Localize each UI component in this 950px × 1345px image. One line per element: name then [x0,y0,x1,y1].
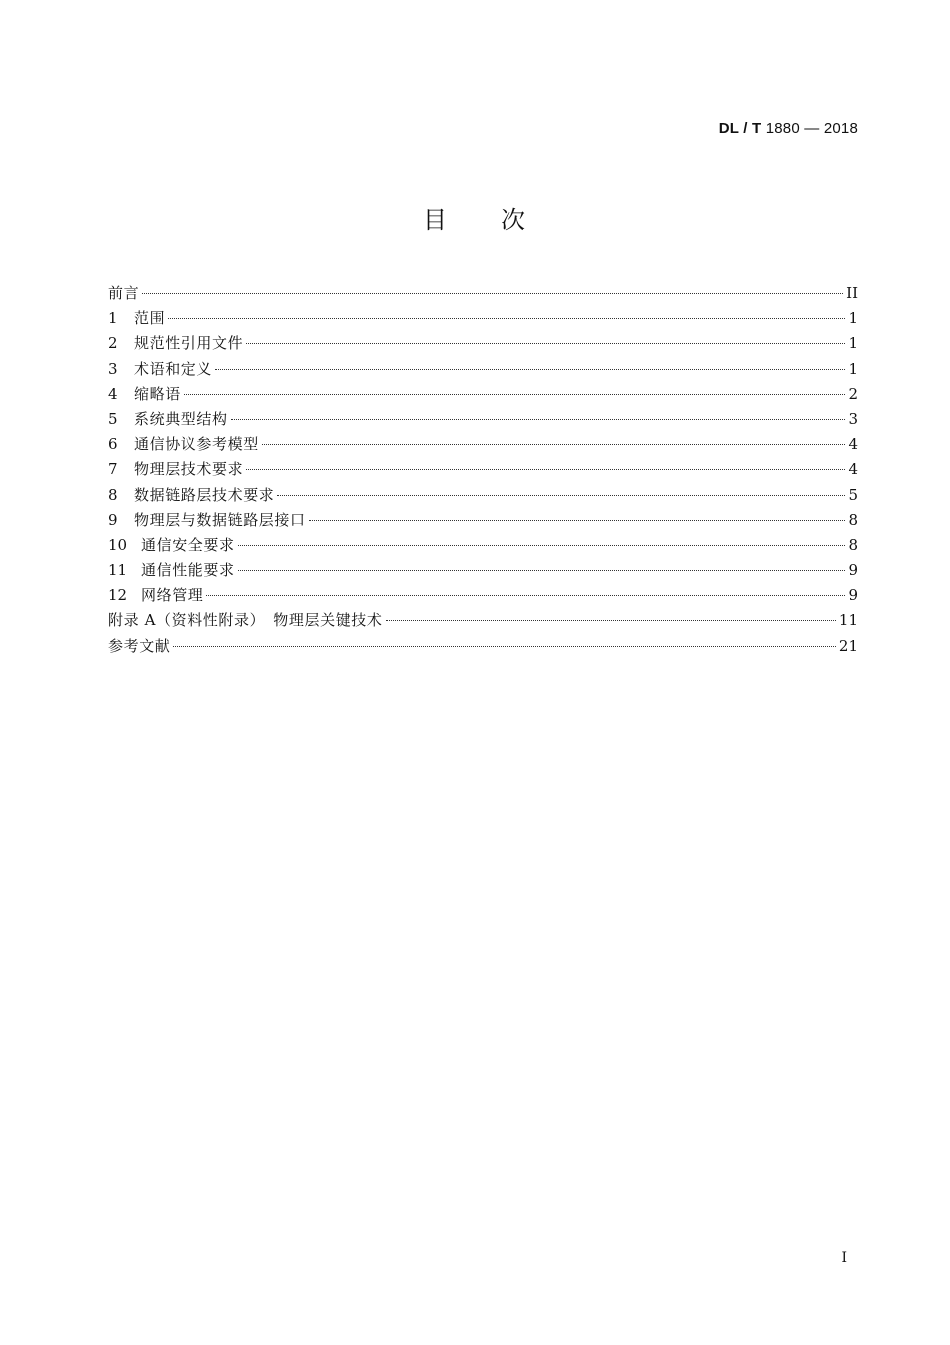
toc-leader-dots [231,419,846,420]
toc-leader-dots [168,318,845,319]
toc-page-number: 4 [848,435,858,454]
toc-entry-label: 通信性能要求 [141,561,235,580]
toc-entry-label: 通信协议参考模型 [134,435,259,454]
toc-page-number: 8 [848,535,858,554]
table-of-contents [108,281,858,659]
toc-leader-dots [173,646,836,647]
toc-entry-foreword[interactable] [108,281,858,306]
toc-leader-dots [277,495,845,496]
toc-section-number: 3 [108,359,118,378]
toc-section-number: 12 [108,586,128,605]
toc-leader-dots [262,444,846,445]
toc-entry-5[interactable] [108,407,858,432]
toc-entry-label: 物理层与数据链路层接口 [134,510,306,529]
toc-page-number: 1 [848,359,858,378]
toc-page-number: 11 [838,611,858,630]
toc-leader-dots [238,570,846,571]
toc-entry-1[interactable] [108,306,858,331]
toc-entry-3[interactable] [108,357,858,382]
toc-section-number: 2 [108,334,118,353]
toc-section-number: 11 [108,561,128,580]
toc-section-number: 8 [108,485,118,504]
document-code-number: 1880 — 2018 [765,120,858,137]
toc-entry-4[interactable] [108,382,858,407]
toc-entry-label: 参考文献 [108,636,171,655]
toc-leader-dots [386,620,836,621]
toc-section-number: 10 [108,535,128,554]
toc-leader-dots [184,394,846,395]
toc-section-number: 1 [108,309,118,328]
toc-entry-label: 网络管理 [141,586,204,605]
toc-entry-appendix-a[interactable] [108,608,858,633]
toc-entry-10[interactable] [108,533,858,558]
toc-entry-6[interactable] [108,432,858,457]
toc-entry-9[interactable] [108,508,858,533]
toc-leader-dots [246,343,845,344]
toc-leader-dots [238,545,846,546]
toc-leader-dots [206,595,845,596]
toc-section-number: 6 [108,435,118,454]
toc-page-number: 4 [848,460,858,479]
toc-leader-dots [309,520,846,521]
toc-leader-dots [142,293,843,294]
toc-entry-label: 通信安全要求 [141,535,235,554]
toc-leader-dots [246,469,845,470]
toc-page-number: 9 [848,586,858,605]
toc-page-number: 2 [848,384,858,403]
document-code [719,120,858,137]
toc-entry-label: 术语和定义 [134,359,213,378]
toc-entry-references[interactable] [108,634,858,659]
toc-entry-11[interactable] [108,558,858,583]
toc-entry-12[interactable] [108,583,858,608]
toc-entry-label: 数据链路层技术要求 [134,485,275,504]
toc-entry-label: 规范性引用文件 [134,334,244,353]
toc-entry-label: 范围 [134,309,166,328]
toc-leader-dots [215,369,845,370]
toc-page-number: 1 [848,334,858,353]
toc-entry-label: 前言 [108,284,140,302]
toc-entry-label: 附录 A（资料性附录） 物理层关键技术 [108,611,383,630]
toc-section-number: 5 [108,409,118,428]
document-code-prefix: DL / T [718,120,762,137]
page-title: 目 次 [423,206,527,234]
toc-page-number: 1 [848,309,858,328]
toc-page-number: 3 [848,409,858,428]
toc-page-number: 8 [848,510,858,529]
toc-entry-2[interactable] [108,331,858,356]
toc-entry-7[interactable] [108,457,858,482]
toc-section-number: 7 [108,460,118,479]
toc-entry-label: 物理层技术要求 [134,460,244,479]
footer-page-number: I [841,1250,847,1266]
toc-entry-label: 系统典型结构 [134,409,228,428]
toc-page-number: 21 [838,636,858,655]
toc-section-number: 4 [108,384,118,403]
toc-page-number: II [846,284,858,302]
toc-page-number: 9 [848,561,858,580]
toc-entry-label: 缩略语 [134,384,181,403]
toc-page-number: 5 [848,485,858,504]
toc-entry-8[interactable] [108,483,858,508]
toc-section-number: 9 [108,510,118,529]
